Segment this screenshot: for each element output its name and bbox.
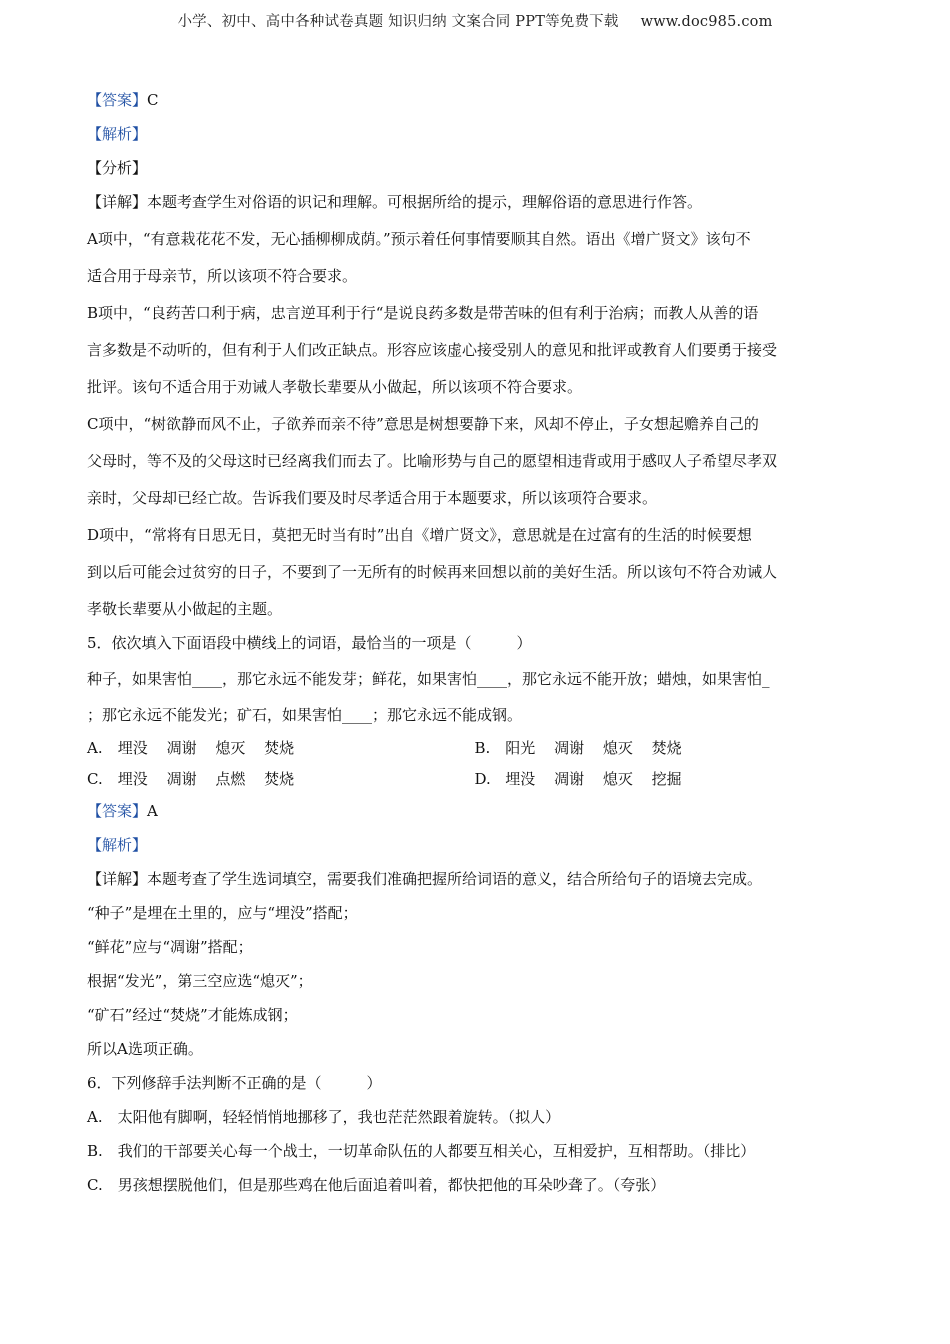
q4-c-line-1: C项中，“树欲静而风不止，子欲养而亲不待”意思是树想要静下来，风却不停止，子女想起赡养自己的 xyxy=(87,415,759,433)
answer-tag: 【答案】 xyxy=(87,91,148,109)
q5-passage-line-1: 种子，如果害怕____，那它永远不能发芽；鲜花，如果害怕____，那它永远不能开放；蜡烛，如果害怕_ xyxy=(87,670,770,688)
q4-a-line-2: 适合用于母亲节，所以该项不符合要求。 xyxy=(87,267,358,285)
q5-answer xyxy=(87,799,862,823)
q6-option-c[interactable]: C. 男孩想摆脱他们，但是那些鸡在他后面追着叫着，都快把他的耳朵吵聋了。（夸张） xyxy=(87,1176,666,1194)
detail-text: 本题考查了学生选词填空，需要我们准确把握所给词语的意义，结合所给句子的语境去完成。 xyxy=(147,870,763,888)
q5-explain-5: 所以A选项正确。 xyxy=(87,1040,203,1058)
q4-b-line-3: 批评。该句不适合用于劝诫人孝敬长辈要从小做起，所以该项不符合要求。 xyxy=(87,378,583,396)
q6-stem: 6．下列修辞手法判断不正确的是（ ） xyxy=(87,1074,382,1092)
q4-fenxi-tag xyxy=(87,156,862,180)
q4-d-line-3: 孝敬长辈要从小做起的主题。 xyxy=(87,600,283,618)
option-letter: C. xyxy=(87,770,103,788)
q4-d-line-2: 到以后可能会过贫穷的日子，不要到了一无所有的时候再来回想以前的美好生活。所以该句不符合劝诫人 xyxy=(87,563,778,581)
option-word: 焚烧 xyxy=(264,770,295,788)
option-word: 埋没 xyxy=(117,739,148,757)
option-word: 熄灭 xyxy=(215,739,246,757)
q5-analysis-tag xyxy=(87,833,862,857)
option-word: 熄灭 xyxy=(602,770,633,788)
option-letter: A. xyxy=(87,739,103,757)
q5-option-a[interactable] xyxy=(87,737,475,758)
answer-value: A xyxy=(147,802,158,820)
q5-passage-line-2: ；那它永远不能发光；矿石，如果害怕____；那它永远不能成钢。 xyxy=(87,706,523,724)
header-text: 小学、初中、高中各种试卷真题 知识归纳 文案合同 PPT等免费下载 xyxy=(177,14,619,30)
q5-options-row-2 xyxy=(87,768,862,789)
q5-detail xyxy=(87,867,862,891)
q4-detail xyxy=(87,190,862,214)
document-body xyxy=(87,88,862,1197)
header-url[interactable]: www.doc985.com xyxy=(640,14,773,30)
q4-answer xyxy=(87,88,862,112)
option-word: 埋没 xyxy=(117,770,148,788)
q4-a-line-1: A项中，“有意栽花花不发，无心插柳柳成荫。”预示着任何事情要顺其自然。语出《增广贤文》该句不 xyxy=(87,230,751,248)
answer-value: C xyxy=(147,91,159,109)
answer-tag: 【答案】 xyxy=(87,802,148,820)
q5-option-c[interactable] xyxy=(87,768,475,789)
detail-tag: 【详解】 xyxy=(87,193,148,211)
option-word: 凋谢 xyxy=(554,770,585,788)
q5-option-b[interactable] xyxy=(475,737,863,758)
detail-tag: 【详解】 xyxy=(87,870,148,888)
detail-text: 本题考查学生对俗语的识记和理解。可根据所给的提示，理解俗语的意思进行作答。 xyxy=(147,193,703,211)
analysis-tag: 【解析】 xyxy=(87,125,148,143)
q6-option-b[interactable]: B. 我们的干部要关心每一个战士，一切革命队伍的人都要互相关心，互相爱护，互相帮助。（排比） xyxy=(87,1142,756,1160)
option-letter: D. xyxy=(474,770,491,788)
option-word: 挖掘 xyxy=(651,770,682,788)
q4-analysis-tag xyxy=(87,122,862,146)
option-word: 埋没 xyxy=(505,770,536,788)
q5-explain-1: “种子”是埋在土里的，应与“埋没”搭配； xyxy=(87,904,358,922)
q4-c-line-3: 亲时，父母却已经亡故。告诉我们要及时尽孝适合用于本题要求，所以该项符合要求。 xyxy=(87,489,658,507)
q5-explain-4: “矿石”经过“焚烧”才能炼成钢； xyxy=(87,1006,298,1024)
q5-option-d[interactable] xyxy=(475,768,863,789)
option-letter: B. xyxy=(474,739,491,757)
option-word: 阳光 xyxy=(505,739,536,757)
q4-b-line-2: 言多数是不动听的，但有利于人们改正缺点。形容应该虚心接受别人的意见和批评或教育人们要勇于接受 xyxy=(87,341,778,359)
option-word: 凋谢 xyxy=(166,770,197,788)
option-word: 熄灭 xyxy=(602,739,633,757)
q5-explain-3: 根据“发光”，第三空应选“熄灭”； xyxy=(87,972,313,990)
q6-option-a[interactable]: A. 太阳他有脚啊，轻轻悄悄地挪移了，我也茫茫然跟着旋转。（拟人） xyxy=(87,1108,561,1126)
q4-b-line-1: B项中，“良药苦口利于病，忠言逆耳利于行“是说良药多数是带苦味的但有利于治病；而教人从善的语 xyxy=(87,304,759,322)
option-word: 焚烧 xyxy=(264,739,295,757)
option-word: 凋谢 xyxy=(554,739,585,757)
option-word: 凋谢 xyxy=(166,739,197,757)
analysis-tag: 【解析】 xyxy=(87,836,148,854)
q5-explain-2: “鲜花”应与“凋谢”搭配； xyxy=(87,938,253,956)
q4-d-line-1: D项中，“常将有日思无日，莫把无时当有时”出自《增广贤文》，意思就是在过富有的生活的时候要想 xyxy=(87,526,752,544)
fenxi-tag: 【分析】 xyxy=(87,159,148,177)
option-word: 焚烧 xyxy=(651,739,682,757)
option-word: 点燃 xyxy=(215,770,246,788)
page-header xyxy=(0,10,950,31)
q4-c-line-2: 父母时，等不及的父母这时已经离我们而去了。比喻形势与自己的愿望相违背或用于感叹人子希望尽孝双 xyxy=(87,452,778,470)
q5-options-row-1 xyxy=(87,737,862,758)
q5-stem: 5．依次填入下面语段中横线上的词语，最恰当的一项是（ ） xyxy=(87,634,532,652)
